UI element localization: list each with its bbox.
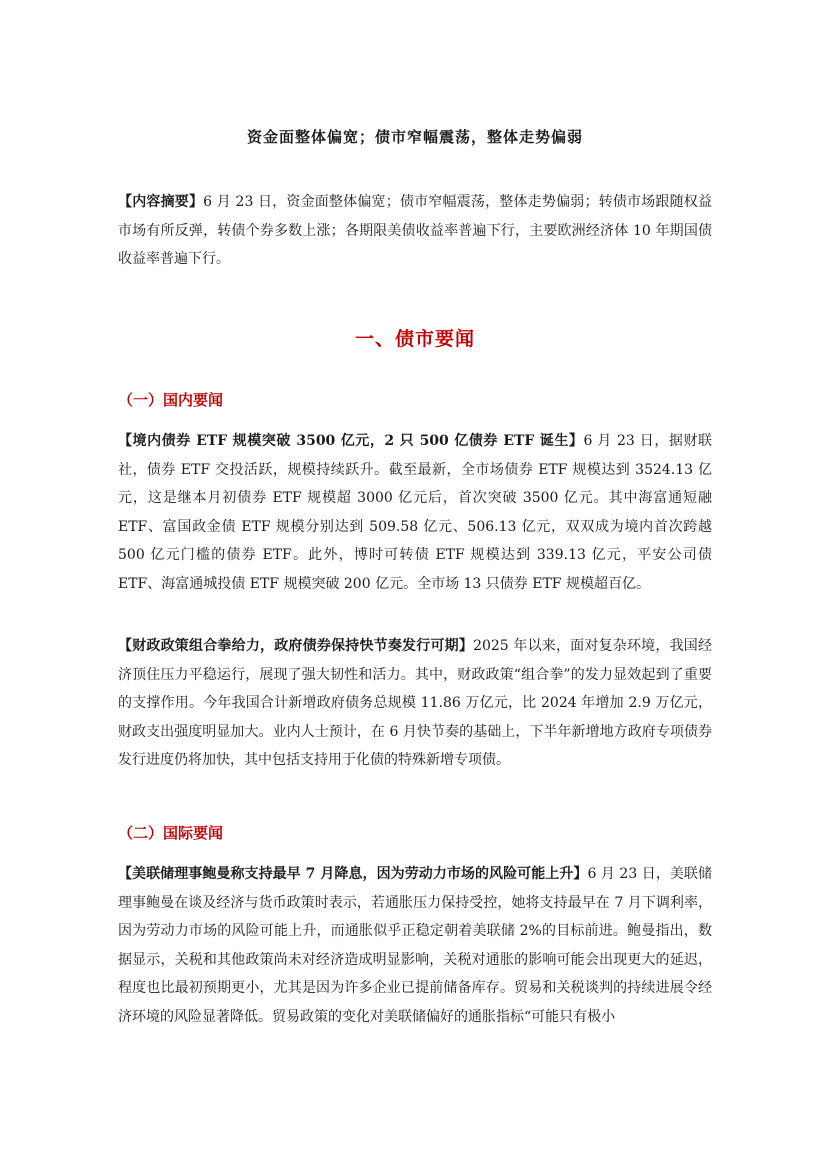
summary-paragraph <box>118 188 712 274</box>
news-body: 6 月 23 日，美联储理事鲍曼在谈及经济与货币政策时表示，若通胀压力保持受控，她将支持最早在 7 月下调利率，因为劳动力市场的风险可能上升，而通胀似乎正稳定朝着美联储 2%的目标前进。鲍曼指出，数据显示，关税和其他政策尚未对经济造成明显影响，关税对通胀的影响可能会出现更大的延迟，程度也比最初预期更小，尤其是因为许多企业已提前储备库存。贸易和关税谈判的持续进展令经济环境的风险显著降低。贸易政策的变化对美联储偏好的通胀指标“可能只有极小 <box>118 866 712 1025</box>
summary-tag: 【内容摘要】 <box>118 194 204 210</box>
news-item-fiscal-policy <box>118 632 712 775</box>
subheading-domestic-news: （一）国内要闻 <box>118 391 224 409</box>
news-item-fed-bowman <box>118 860 712 1031</box>
news-item-bond-etf <box>118 427 712 598</box>
news-headline: 【境内债券 ETF 规模突破 3500 亿元，2 只 500 亿债券 ETF 诞生】 <box>118 433 584 449</box>
news-headline: 【美联储理事鲍曼称支持最早 7 月降息，因为劳动力市场的风险可能上升】 <box>118 866 588 882</box>
subheading-international-news: （二）国际要闻 <box>118 824 224 842</box>
news-body: 2025 年以来，面对复杂环境，我国经济顶住压力平稳运行，展现了强大韧性和活力。其中，财政政策“组合拳”的发力显效起到了重要的支撑作用。今年我国合计新增政府债务总规模 11.86 万亿元，比 2024 年增加 2.9 万亿元，财政支出强度明显加大。业内人士预计，在 6 月快节奏的基础上，下半年新增地方政府专项债券发行进度仍将加快，其中包括支持用于化债的特殊新增专项债。 <box>118 638 712 768</box>
section-heading-bond-news: 一、债市要闻 <box>354 328 475 350</box>
news-body: 6 月 23 日，据财联社，债券 ETF 交投活跃，规模持续跃升。截至最新，全市场债券 ETF 规模达到 3524.13 亿元，这是继本月初债券 ETF 规模超 3000 亿元后，首次突破 3500 亿元。其中海富通短融 ETF、富国政金债 ETF 规模分别达到 509.58 亿元、506.13 亿元，双双成为境内首次跨越 500 亿元门槛的债券 ETF。此外，博时可转债 ETF 规模达到 339.13 亿元，平安公司债 ETF、海富通城投债 ETF 规模突破 200 亿元。全市场 13 只债券 ETF 规模超百亿。 <box>118 433 712 592</box>
news-headline: 【财政政策组合拳给力，政府债券保持快节奏发行可期】 <box>118 638 474 654</box>
document-title: 资金面整体偏宽；债市窄幅震荡，整体走势偏弱 <box>246 128 583 146</box>
summary-text: 6 月 23 日，资金面整体偏宽；债市窄幅震荡，整体走势偏弱；转债市场跟随权益市场有所反弹，转债个券多数上涨；各期限美债收益率普遍下行，主要欧洲经济体 10 年期国债收益率普遍下行。 <box>118 194 713 267</box>
